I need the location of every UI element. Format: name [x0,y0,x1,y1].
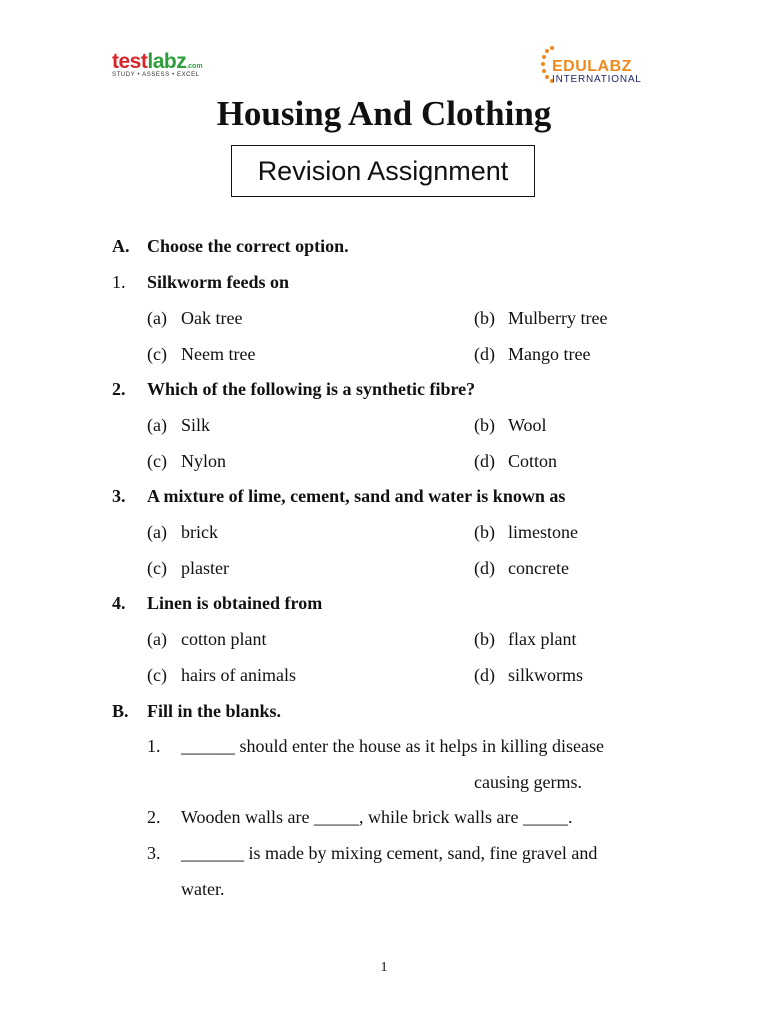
question-number: 2. [112,379,126,399]
option-label: (b) [474,522,495,542]
option-label: (c) [147,665,167,685]
page-number: 1 [380,960,388,975]
option-text: Cotton [508,451,558,471]
option-label: (b) [474,415,495,435]
blank-text: ______ should enter the house as it helps in killing disease [181,736,604,756]
option-label: (a) [147,415,167,435]
question-text: Silkworm feeds on [147,272,290,292]
option-text: Wool [508,415,547,435]
section-b-heading: Fill in the blanks. [147,701,282,721]
logo-tagline: STUDY • ASSESS • EXCEL [112,72,200,78]
subtitle-box [231,145,535,197]
option-text: plaster [181,558,229,578]
question-text: A mixture of lime, cement, sand and water is known as [147,486,566,506]
edulabz-subtitle: INTERNATIONAL [552,74,642,85]
question-number: 4. [112,593,126,613]
blank-number: 1. [147,736,161,756]
option-text: flax plant [508,629,577,649]
option-label: (c) [147,451,167,471]
blank-text: Wooden walls are _____, while brick walls are _____. [181,807,573,827]
question-number: 1. [112,272,126,292]
section-a-marker: A. [112,236,130,256]
option-label: (d) [474,558,495,578]
logo-word-test: test [112,50,148,73]
blank-number: 2. [147,807,161,827]
option-label: (a) [147,308,167,328]
edulabz-logo [538,42,648,88]
option-label: (c) [147,344,167,364]
blank-text: _______ is made by mixing cement, sand, fine gravel and [181,843,598,863]
page-title: Housing And Clothing [216,94,552,133]
option-text: concrete [508,558,569,578]
option-label: (d) [474,451,495,471]
option-text: brick [181,522,218,542]
blank-text-continued: water. [181,879,225,899]
question-number: 3. [112,486,126,506]
logo-word-labz: labz [147,50,187,73]
option-label: (d) [474,665,495,685]
option-label: (b) [474,308,495,328]
option-text: Mango tree [508,344,591,364]
option-text: cotton plant [181,629,267,649]
page-subtitle: Revision Assignment [257,155,509,186]
logo-suffix: .com [186,63,203,70]
option-text: hairs of animals [181,665,296,685]
option-label: (a) [147,522,167,542]
option-text: Neem tree [181,344,256,364]
option-text: Silk [181,415,211,435]
testlabz-logo [112,50,203,78]
blank-text-continued: causing germs. [474,772,582,792]
question-text: Linen is obtained from [147,593,323,613]
option-label: (d) [474,344,495,364]
option-text: Mulberry tree [508,308,608,328]
edulabz-name: EDULABZ [552,58,632,75]
section-b-marker: B. [112,701,129,721]
blank-number: 3. [147,843,161,863]
option-text: silkworms [508,665,584,685]
option-label: (c) [147,558,167,578]
option-label: (a) [147,629,167,649]
option-text: limestone [508,522,578,542]
option-text: Nylon [181,451,226,471]
question-text: Which of the following is a synthetic fibre? [147,379,476,399]
section-a-heading: Choose the correct option. [147,236,349,256]
option-label: (b) [474,629,495,649]
option-text: Oak tree [181,308,243,328]
